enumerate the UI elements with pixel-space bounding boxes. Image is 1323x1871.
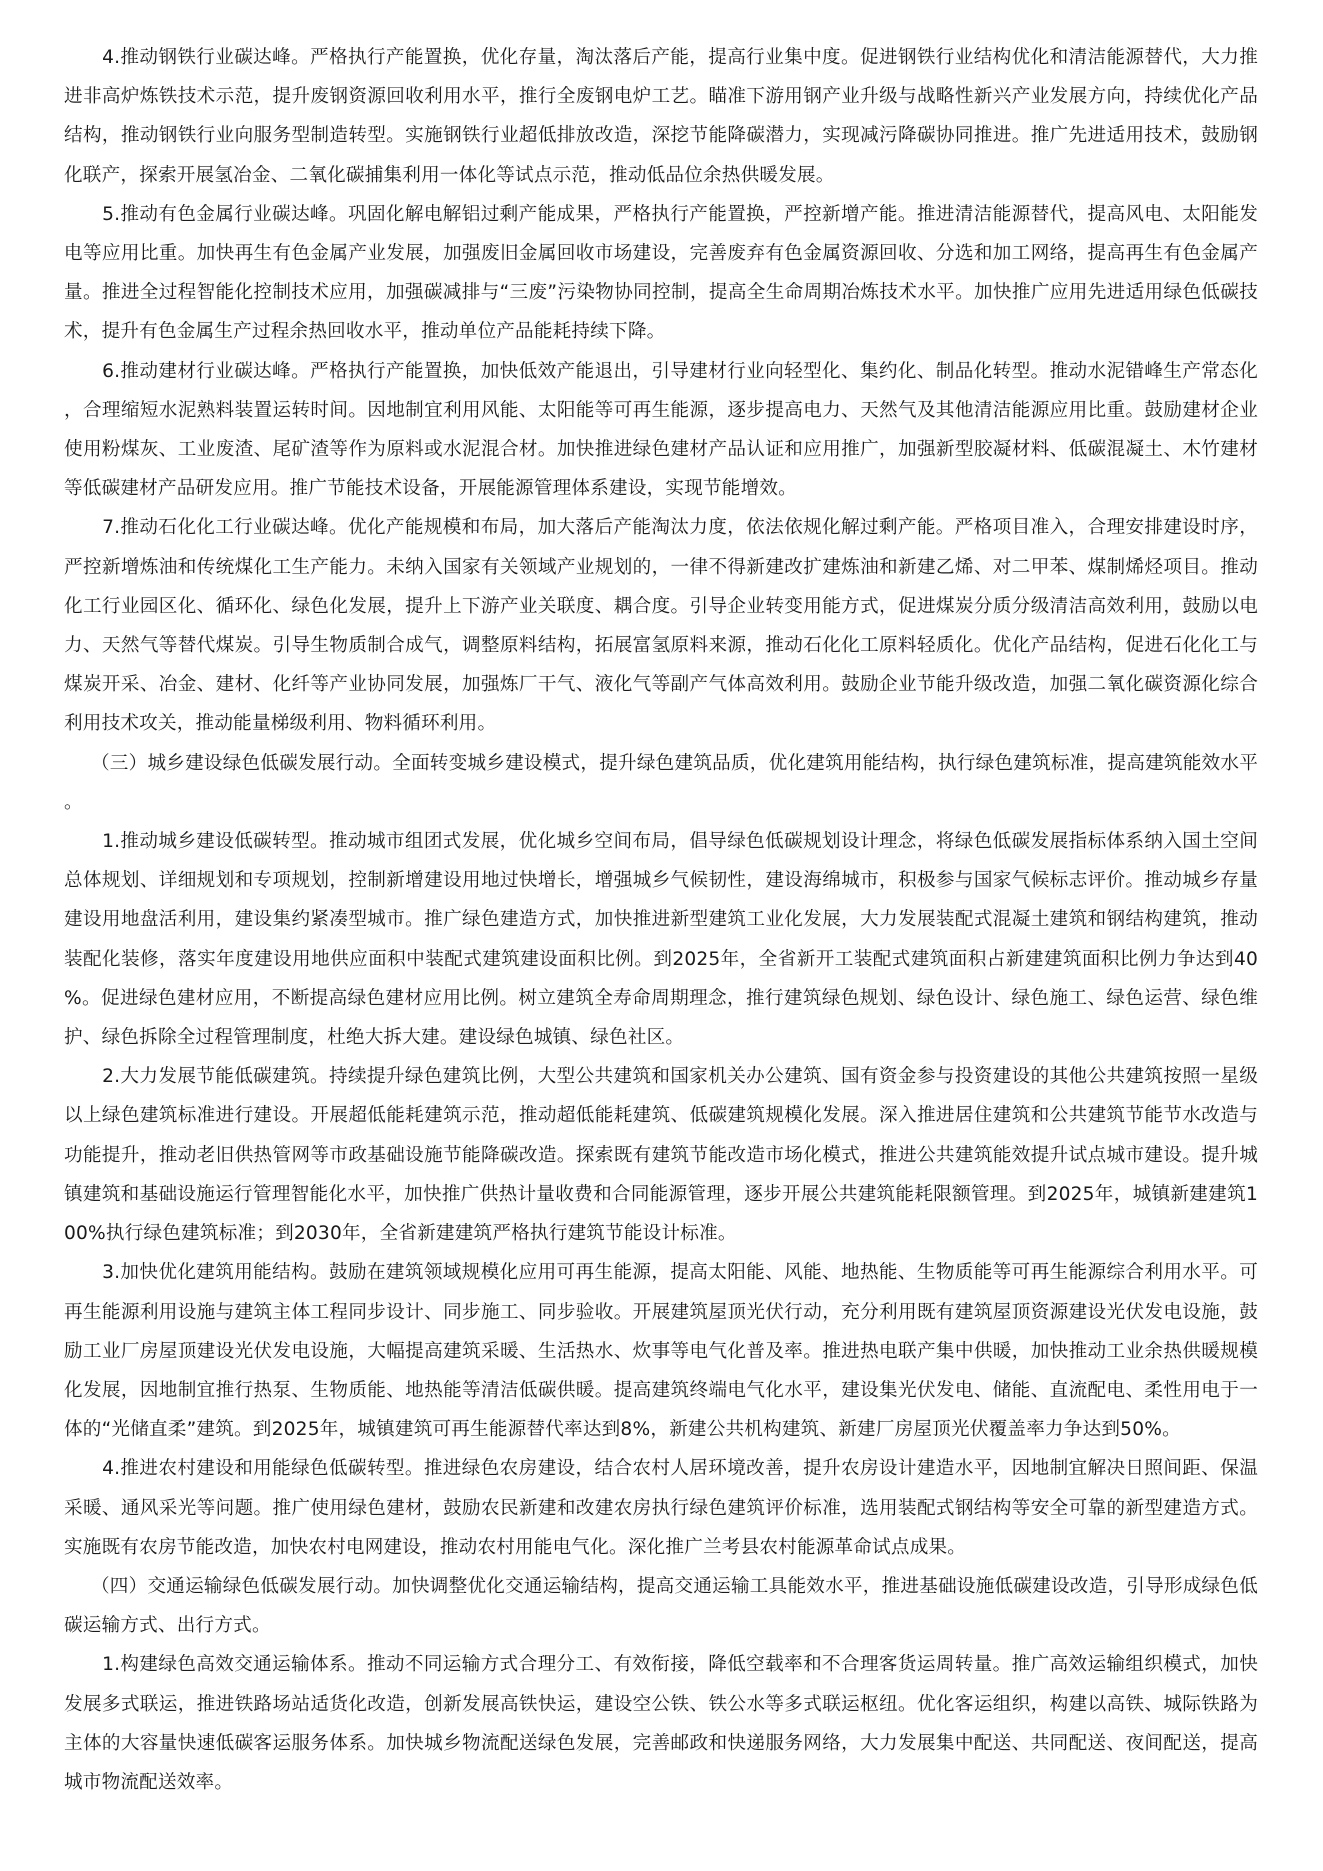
paragraph-urban-rural-transition: 1.推动城乡建设低碳转型。推动城市组团式发展，优化城乡空间布局，倡导绿色低碳规划设计理念，将绿色低碳发展指标体系纳入国土空间总体规划、详细规划和专项规划，控制新增建设用地过快增长，增强城乡气候韧性，建设海绵城市，积极参与国家气候标志评价。推动城乡存量建设用地盘活利用，建设集约紧凑型城市。推广绿色建造方式，加快推进新型建筑工业化发展，大力发展装配式混凝土建筑和钢结构建筑，推动装配化装修，落实年度建设用地供应面积中装配式建筑建设面积比例。到2025年，全省新开工装配式建筑面积占新建建筑面积比例力争达到40%。促进绿色建材应用，不断提高绿色建材应用比例。树立建筑全寿命周期理念，推行建筑绿色规划、绿色设计、绿色施工、绿色运营、绿色维护、绿色拆除全过程管理制度，杜绝大拆大建。建设绿色城镇、绿色社区。 <box>64 831 1258 1049</box>
paragraph-building-materials-peak: 6.推动建材行业碳达峰。严格执行产能置换，加快低效产能退出，引导建材行业向轻型化、集约化、制品化转型。推动水泥错峰生产常态化，合理缩短水泥熟料装置运转时间。因地制宜利用风能、太阳能等可再生能源，逐步提高电力、天然气及其他清洁能源应用比重。鼓励建材企业使用粉煤灰、工业废渣、尾矿渣等作为原料或水泥混合材。加快推进绿色建材产品认证和应用推广，加强新型胶凝材料、低碳混凝土、木竹建材等低碳建材产品研发应用。推广节能技术设备，开展能源管理体系建设，实现节能增效。 <box>64 360 1258 500</box>
section-heading-urban-rural: （三）城乡建设绿色低碳发展行动。全面转变城乡建设模式，提升绿色建筑品质，优化建筑用能结构，执行绿色建筑标准，提高建筑能效水平。 <box>64 752 1258 813</box>
paragraph-petrochemical-peak: 7.推动石化化工行业碳达峰。优化产能规模和布局，加大落后产能淘汰力度，依法依规化解过剩产能。严格项目准入，合理安排建设时序，严控新增炼油和传统煤化工生产能力。未纳入国家有关领域产业规划的，一律不得新建改扩建炼油和新建乙烯、对二甲苯、煤制烯烃项目。推动化工行业园区化、循环化、绿色化发展，提升上下游产业关联度、耦合度。引导企业转变用能方式，促进煤炭分质分级清洁高效利用，鼓励以电力、天然气等替代煤炭。引导生物质制合成气，调整原料结构，拓展富氢原料来源，推动石化化工原料轻质化。优化产品结构，促进石化化工与煤炭开采、冶金、建材、化纤等产业协同发展，加强炼厂干气、液化气等副产气体高效利用。鼓励企业节能升级改造，加强二氧化碳资源化综合利用技术攻关，推动能量梯级利用、物料循环利用。 <box>64 517 1258 735</box>
paragraph-green-transport-system: 1.构建绿色高效交通运输体系。推动不同运输方式合理分工、有效衔接，降低空载率和不合理客货运周转量。推广高效运输组织模式，加快发展多式联运，推进铁路场站适货化改造，创新发展高铁快运，建设空公铁、铁公水等多式联运枢纽。优化客运组织，构建以高铁、城际铁路为主体的大容量快速低碳客运服务体系。加快城乡物流配送绿色发展，完善邮政和快递服务网络，大力发展集中配送、共同配送、夜间配送，提高城市物流配送效率。 <box>64 1654 1258 1793</box>
paragraph-nonferrous-peak: 5.推动有色金属行业碳达峰。巩固化解电解铝过剩产能成果，严格执行产能置换，严控新增产能。推进清洁能源替代，提高风电、太阳能发电等应用比重。加快再生有色金属产业发展，加强废旧金属回收市场建设，完善废弃有色金属资源回收、分选和加工网络，提高再生有色金属产量。推进全过程智能化控制技术应用，加强碳减排与“三废”污染物协同控制，提高全生命周期冶炼技术水平。加快推广应用先进适用绿色低碳技术，提升有色金属生产过程余热回收水平，推动单位产品能耗持续下降。 <box>64 203 1258 343</box>
document-page <box>64 38 1258 1802</box>
paragraph-rural-construction: 4.推进农村建设和用能绿色低碳转型。推进绿色农房建设，结合农村人居环境改善，提升农房设计建造水平，因地制宜解决日照间距、保温采暖、通风采光等问题。推广使用绿色建材，鼓励农民新建和改建农房执行绿色建筑评价标准，选用装配式钢结构等安全可靠的新型建造方式。实施既有农房节能改造，加快农村电网建设，推动农村用能电气化。深化推广兰考县农村能源革命试点成果。 <box>64 1458 1258 1558</box>
paragraph-building-energy-structure: 3.加快优化建筑用能结构。鼓励在建筑领域规模化应用可再生能源，提高太阳能、风能、地热能、生物质能等可再生能源综合利用水平。可再生能源利用设施与建筑主体工程同步设计、同步施工、同步验收。开展建筑屋顶光伏行动，充分利用既有建筑屋顶资源建设光伏发电设施，鼓励工业厂房屋顶建设光伏发电设施，大幅提高建筑采暖、生活热水、炊事等电气化普及率。推进热电联产集中供暖，加快推动工业余热供暖规模化发展，因地制宜推行热泵、生物质能、地热能等清洁低碳供暖。提高建筑终端电气化水平，建设集光伏发电、储能、直流配电、柔性用电于一体的“光储直柔”建筑。到2025年，城镇建筑可再生能源替代率达到8%，新建公共机构建筑、新建厂房屋顶光伏覆盖率力争达到50%。 <box>64 1262 1258 1441</box>
paragraph-energy-saving-buildings: 2.大力发展节能低碳建筑。持续提升绿色建筑比例，大型公共建筑和国家机关办公建筑、国有资金参与投资建设的其他公共建筑按照一星级以上绿色建筑标准进行建设。开展超低能耗建筑示范，推动超低能耗建筑、低碳建筑规模化发展。深入推进居住建筑和公共建筑节能节水改造与功能提升，推动老旧供热管网等市政基础设施节能降碳改造。探索既有建筑节能改造市场化模式，推进公共建筑能效提升试点城市建设。提升城镇建筑和基础设施运行管理智能化水平，加快推广供热计量收费和合同能源管理，逐步开展公共建筑能耗限额管理。到2025年，城镇新建建筑100%执行绿色建筑标准；到2030年，全省新建建筑严格执行建筑节能设计标准。 <box>64 1066 1258 1245</box>
paragraph-steel-peak: 4.推动钢铁行业碳达峰。严格执行产能置换，优化存量，淘汰落后产能，提高行业集中度。促进钢铁行业结构优化和清洁能源替代，大力推进非高炉炼铁技术示范，提升废钢资源回收利用水平，推行全废钢电炉工艺。瞄准下游用钢产业升级与战略性新兴产业发展方向，持续优化产品结构，推动钢铁行业向服务型制造转型。实施钢铁行业超低排放改造，深挖节能降碳潜力，实现减污降碳协同推进。推广先进适用技术，鼓励钢化联产，探索开展氢冶金、二氧化碳捕集利用一体化等试点示范，推动低品位余热供暖发展。 <box>64 47 1258 186</box>
section-heading-transport: （四）交通运输绿色低碳发展行动。加快调整优化交通运输结构，提高交通运输工具能效水平，推进基础设施低碳建设改造，引导形成绿色低碳运输方式、出行方式。 <box>64 1575 1258 1637</box>
